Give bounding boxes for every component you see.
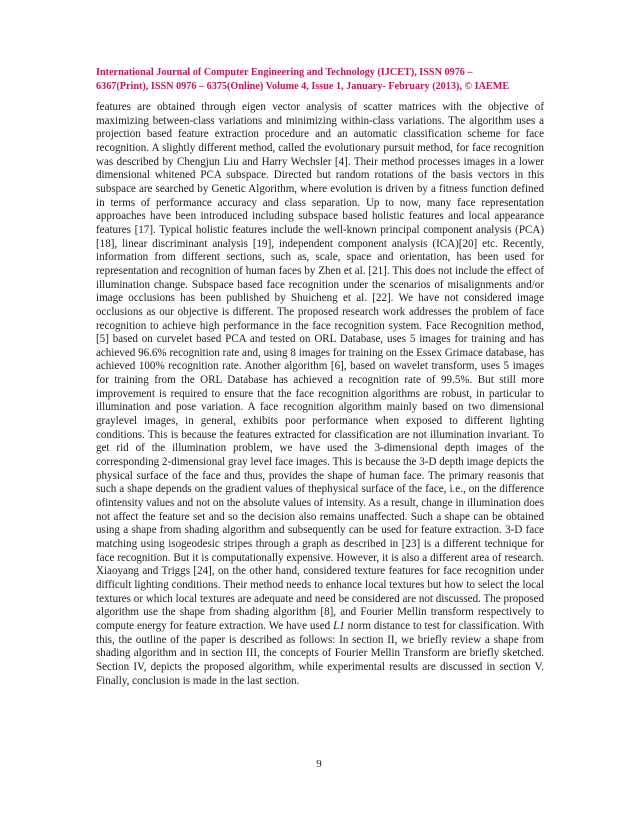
body-paragraph	[96, 101, 544, 688]
header-line-1: International Journal of Computer Engineering and Technology (IJCET), ISSN 0976 –	[96, 67, 473, 78]
header-line-2: 6367(Print), ISSN 0976 – 6375(Online) Volume 4, Issue 1, January- February (2013), © IAEME	[96, 81, 510, 92]
body-text-part-2: norm distance to test for classification. With this, the outline of the paper is described as follows: In section II, we briefly review a shape from shading algorithm and in section III, the concepts of Fourier Mellin Transform are briefly sketched. Section IV, depicts the proposed algorithm, while experimental results are discussed in section V. Finally, conclusion is made in the last section.	[96, 619, 544, 687]
page-number: 9	[316, 758, 322, 770]
body-text-part-1: features are obtained through eigen vector analysis of scatter matrices with the objective of maximizing between-class variations and minimizing within-class variations. The algorithm uses a projection based feature extraction procedure and an automatic classification scheme for face recognition. A slightly different method, called the evolutionary pursuit method, for face recognition was described by Chengjun Liu and Harry Wechsler [4]. Their method processes images in a lower dimensional whitened PCA subspace. Directed but random rotations of the basis vectors in this subspace are searched by Genetic Algorithm, where evolution is driven by a fitness function defined in terms of performance accuracy and class separation. Up to now, many face representation approaches have been introduced including subspace based holistic features and local appearance features [17]. Typical holistic features include the well-known principal component analysis (PCA) [18], linear discriminant analysis [19], independent component analysis (ICA)[20] etc. Recently, information from different sections, such as, scale, space and orientation, has been used for representation and recognition of human faces by Zhen et al. [21]. This does not include the effect of illumination change. Subspace based face recognition under the scenarios of misalignments and/or image occlusions has been published by Shuicheng et al. [22]. We have not considered image occlusions as our objective is different. The proposed research work addresses the problem of face recognition to achieve high performance in the face recognition system. Face Recognition method, [5] based on curvelet based PCA and tested on ORL Database, uses 5 images for training and has achieved 96.6% recognition rate and, using 8 images for training on the Essex Grimace database, has achieved 100% recognition rate. Another algorithm [6], based on wavelet transform, uses 5 images for training from the ORL Database has achieved a recognition rate of 99.5%. But still more improvement is required to ensure that the face recognition algorithms are robust, in particular to illumination and pose variation. A face recognition algorithm mainly based on two dimensional graylevel images, in general, exhibits poor performance when exposed to different lighting conditions. This is because the features extracted for classification are not illumination invariant. To get rid of the illumination problem, we have used the 3-dimensional depth images of the corresponding 2-dimensional gray level face images. This is because the 3-D depth image depicts the physical surface of the face and thus, provides the shape of human face. The primary reasonis that such a shape depends on the gradient values of thephysical surface of the face, i.e., on the difference ofintensity values and not on the absolute values of intensity. As a result, change in illumination does not affect the feature set and so the decision also remains unaffected. Such a shape can be obtained using a shape from shading algorithm and subsequently can be used for feature extraction. 3-D face matching using isogeodesic stripes through a graph as described in [23] is a different technique for face recognition. But it is computationally expensive. However, it is also a different area of research. Xiaoyang and Triggs [24], on the other hand, considered texture features for face recognition under difficult lighting conditions. Their method needs to enhance local textures but how to select the local textures or which local textures are adequate and need be considered are not discussed. The proposed algorithm use the shape from shading algorithm [8], and Fourier Mellin transform respectively to compute energy for feature extraction. We have used	[96, 101, 544, 632]
journal-header	[96, 66, 544, 94]
l1-norm-symbol: L1	[333, 619, 345, 632]
